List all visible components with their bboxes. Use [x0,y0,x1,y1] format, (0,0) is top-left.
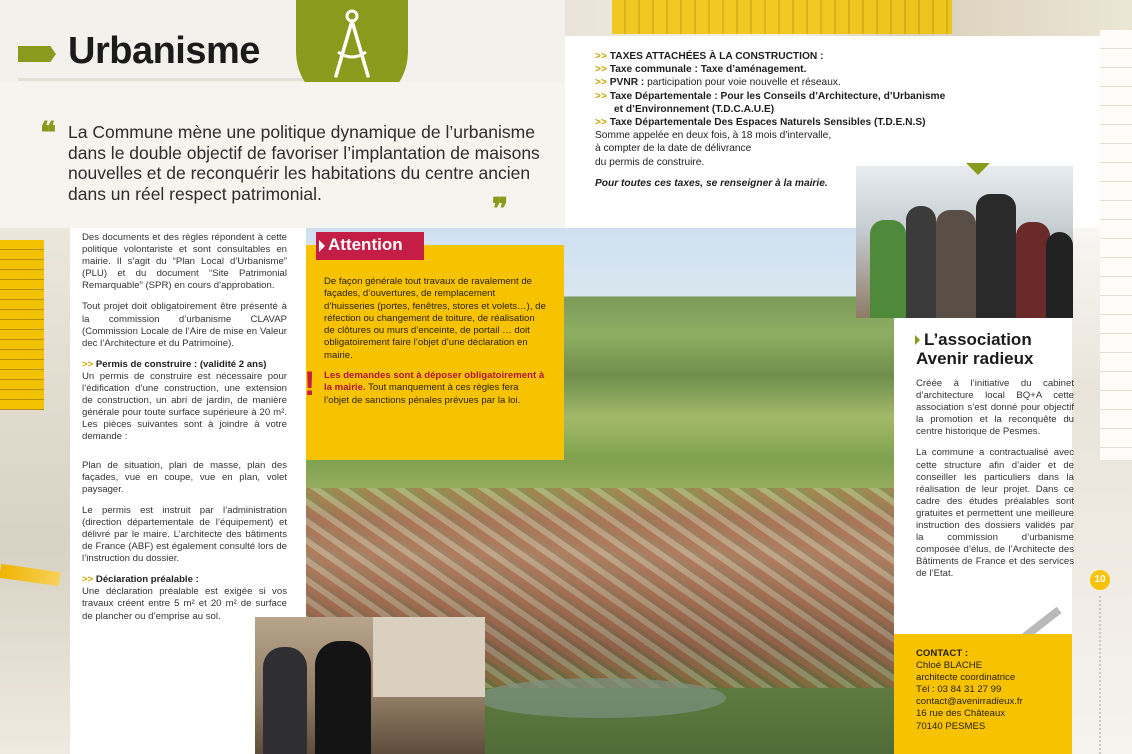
permis-arrow-icon: >> [82,358,94,370]
payment-line: Somme appelée en deux fois, à 18 mois d’intervalle, [595,130,832,142]
contact-city: 70140 PESMES [916,720,986,732]
photo-person [1016,222,1050,318]
taxes-note: Pour toutes ces taxes, se renseigner à la mairie. [595,177,828,189]
association-content [916,378,1074,590]
photo-person [906,206,936,318]
photo-person [870,220,906,318]
pieces-list: Plan de situation, plan de masse, plan des façades, vue en coupe, vue en plan, volet paysager. [82,459,287,495]
photo-person [936,210,976,318]
tax-item [595,90,995,103]
title-divider [18,78,308,81]
contact-address: 16 rue des Châteaux [916,708,1006,720]
team-photo [255,617,485,754]
documents-paragraph: Des documents et des règles répondent à cette politique volontariste et sont consultables en mairie. Il s’agit du “Plan Local d’Urbanisme” (PLU) et du document “Site Patrimonial Remarquable” (SPR) en cours d’approbation. [82,232,287,292]
arrow-icon: >> [595,64,607,76]
declaration-text: Une déclaration préalable est exigée si vos travaux créent entre 5 m² et 20 m² de surface de plancher ou d’emprise au sol. [82,586,287,622]
tax-item-text: Taxe Départementale : Pour les Conseils d’Architecture, d’Urbanisme [609,90,946,102]
tax-item [595,76,995,89]
page-number: 10 [1090,570,1110,590]
contact-heading: CONTACT : [916,648,969,659]
ruler-image-top [612,0,952,34]
arrow-icon: >> [595,51,607,62]
permis-text: Un permis de construire est nécessaire pour l’édification d’une construction, une extension de construction, un abri de jardin, de manière générale pour toute surface supérieure à 20 m². Les pièces suivantes sont à joindre à votre demande : [82,370,287,443]
tax-item [595,63,995,76]
page-title: Urbanisme [68,30,260,72]
attention-label: Attention [316,232,424,260]
tax-item-label: PVNR : [609,77,645,89]
intro-paragraph: La Commune mène une politique dynamique de l’urbanisme dans le double objectif de favoriser l’implantation de maisons nouvelles et de reconquérir les habitations du centre ancien dans un réel respect patrimonial. [68,122,540,204]
photo-person [263,647,307,754]
arrow-icon: >> [595,117,607,129]
blueprint-strip-right [1100,30,1132,460]
instruction-paragraph: Le permis est instruit par l’administration (direction départementale de l’équipement) et délivré par le maire. L’architecte des bâtiments de France (ABF) est également consulté lors de l’instruction du dossier. [82,504,287,565]
payment-line: à compter de la date de délivrance [595,143,752,155]
attention-emphasis: Les demandes sont à déposer obligatoirement à la mairie. [324,370,545,394]
title-arrow-icon [18,46,56,62]
association-title-line: L’association [924,330,1032,349]
village-river [476,678,726,718]
attention-paragraph: De façon générale tout travaux de ravalement de façades, d’ouvertures, de remplacement d’huisseries (portes, fenêtres, stores et volets…), de réfection ou changement de toiture, de réalisation de clôtures ou murs d’enceinte, de portail … doit obligatoirement faire l’objet d’une déclaration en mairie. [324,276,546,361]
association-paragraph: Créée à l’initiative du cabinet d’architecture local BQ+A cette association s’est donné pour objectif la promotion et la reconquête du centre historique de Pesmes. [916,378,1074,438]
permis-heading: Permis de construire : (validité 2 ans) [95,358,267,370]
payment-line: du permis de construire. [595,156,705,168]
declaration-heading: Déclaration préalable : [95,574,199,586]
contact-phone: Tél : 03 84 31 27 99 [916,684,1002,696]
clavap-paragraph: Tout projet doit obligatoirement être présenté à la commission d’urbanisme CLAVAP (Commission Locale de l’Aire de mise en Valeur dec l’Architecture et du Patrimoine). [82,301,287,349]
tax-item-text: Taxe Départementale Des Espaces Naturels Sensibles (T.D.E.N.S) [609,117,926,129]
contact-details [916,648,1066,733]
contact-role: architecte coordinatrice [916,672,1016,684]
quote-open-icon: ❝ [40,117,57,150]
tax-item-continuation: et d’Environnement (T.D.C.A.U.E) [614,103,775,115]
attention-paragraph-2 [324,370,546,407]
declaration-arrow-icon: >> [82,574,94,586]
tax-item-text: Taxe communale : Taxe d’aménagement. [609,64,807,76]
exclamation-icon: ! [304,365,316,403]
attention-content [324,276,546,415]
compass-icon [328,8,376,80]
tax-item-text: participation pour voie nouvelle et réseaux. [644,77,841,89]
page-dotted-line [1099,596,1101,754]
ruler-image-left [0,240,44,410]
tax-item [595,116,995,129]
photo-person [976,194,1016,318]
association-title [916,330,1033,368]
contact-email[interactable]: contact@avenirradieux.fr [916,696,1023,708]
permis-section [82,359,287,371]
taxes-heading: TAXES ATTACHÉES À LA CONSTRUCTION : [609,51,824,62]
attention-rest: Tout manquement à ces règles fera l’objet de sanctions pénales prévues par la loi. [324,382,521,406]
contact-name: Chloé BLACHE [916,660,983,672]
quote-close-icon: ❞ [492,193,509,226]
arrow-icon: >> [595,90,607,102]
declaration-section [82,574,287,586]
association-title-line: Avenir radieux [916,349,1034,368]
photo-person [315,641,371,754]
association-team-photo [856,166,1073,318]
arrow-icon: >> [595,77,607,89]
association-paragraph: La commune a contractualisé avec cette structure afin d’aider et de conseiller les particuliers dans la réalisation de leur projet. Dans ce cadre des études préalables sont gratuites et permettent une meilleure instruction des dossiers validés par la commission d’urbanisme composée d’élus, de l’Architecte des Bâtiments de France et des services de l’Etat. [916,447,1074,580]
taxes-heading-line [595,50,995,63]
photo-board [373,617,485,697]
photo-person [1046,232,1073,318]
